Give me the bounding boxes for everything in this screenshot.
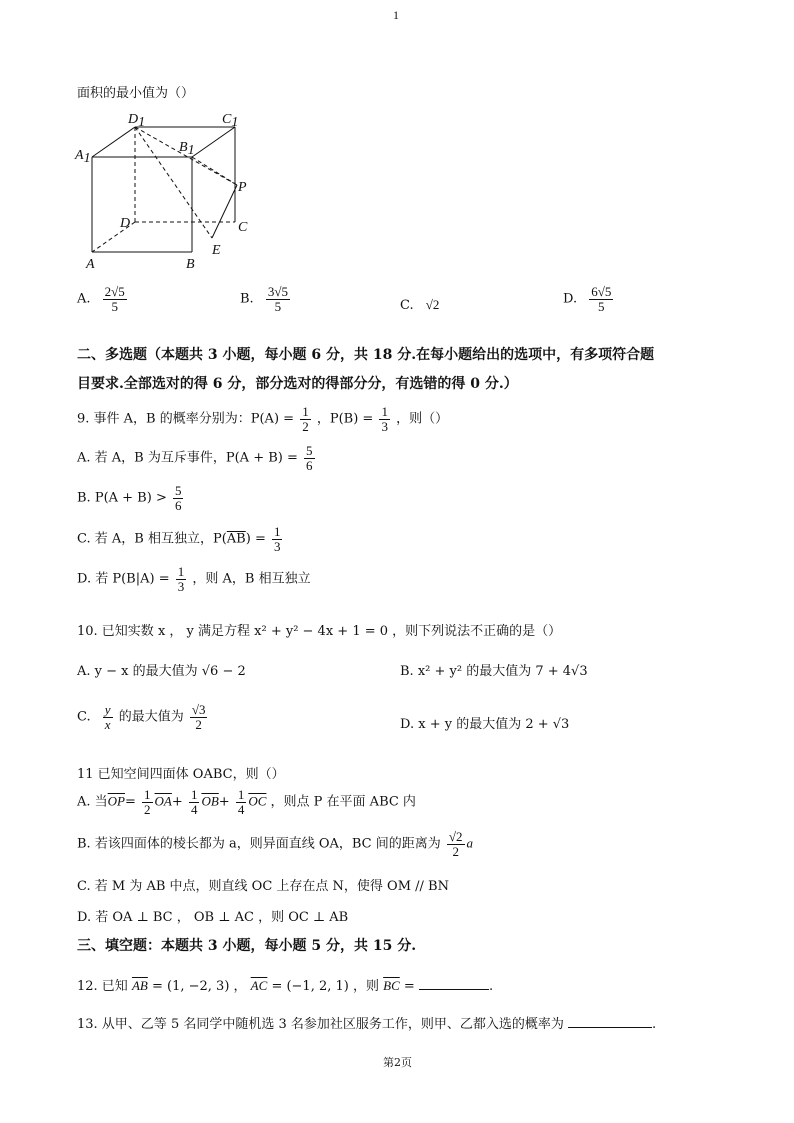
q10-option-b: B. x² + y² 的最大值为 7 + 4√3 — [400, 664, 588, 679]
q8-option-d: D. $\frac{6√5}{5}$ — [563, 284, 612, 314]
q13-answer-blank[interactable] — [568, 1027, 652, 1028]
q11-option-d: D. 若 OA ⊥ BC ， OB ⊥ AC ，则 OC ⊥ AB — [77, 910, 349, 925]
q9-option-d: D. 若 P(B|A) = $\frac{1}{3}$ ，则 A，B 相互独立 — [77, 564, 311, 594]
label-d1: D1 — [128, 112, 146, 130]
q8-option-a: A. $\frac{2√5}{5}$ — [77, 284, 125, 314]
q11-option-a: A. 当$\overline{OP}=$ $\frac{1}{2}$ $\overline{OA}+$ $\frac{1}{4}$ $\overline{OB}+$ $\frac{1}{4}$ $\overline{OC}$ ，则点 P 在平面 ABC 内 — [77, 787, 416, 817]
q8-option-c: C. √2 — [400, 297, 440, 313]
cube-figure — [72, 105, 262, 275]
q9-option-b: B. P(A + B) > $\frac{5}{6}$ — [77, 483, 182, 513]
label-b: B — [186, 257, 195, 272]
q9-option-c: C. 若 A，B 相互独立，$P(\overline{AB})$ = $\frac{1}{3}$ — [77, 524, 281, 554]
label-a1: A1 — [75, 148, 91, 166]
label-e: E — [212, 243, 221, 258]
q12-text: 12. 已知 $\overline{AB} = (1$, −2, 3) ， $\overline{AC} = (-1$, 2, 1) ，则 $\overline{BC}$ = . — [77, 978, 494, 994]
footer-page-label: 第2页 — [383, 1056, 412, 1069]
label-c1: C1 — [222, 112, 239, 130]
q11-stem: 11 已知空间四面体 OABC，则（） — [77, 767, 285, 782]
section3-heading: 三、填空题：本题共 3 小题，每小题 5 分，共 15 分. — [77, 938, 417, 954]
label-c: C — [238, 220, 248, 235]
q12-answer-blank[interactable] — [419, 989, 489, 990]
q11-option-b: B. 若该四面体的棱长都为 a，则异面直线 OA，BC 间的距离为 $\frac{√2}{2}$ a — [77, 829, 474, 859]
q8-stem-tail: 面积的最小值为（） — [77, 86, 195, 101]
q10-option-c: C. $\frac{y}{x}$ 的最大值为 $\frac{√3}{2}$ — [77, 702, 206, 732]
q8-option-b: B. $\frac{3√5}{5}$ — [240, 284, 288, 314]
top-page-number: 1 — [393, 8, 399, 22]
label-p: P — [238, 180, 247, 195]
q9-option-a: A. 若 A，B 为互斥事件，P(A + B) = $\frac{5}{6}$ — [77, 443, 313, 473]
q10-stem: 10. 已知实数 x ， y 满足方程 x² + y² − 4x + 1 = 0 ，则下列说法不正确的是（） — [77, 624, 562, 639]
q10-option-d: D. x + y 的最大值为 2 + √3 — [400, 717, 570, 732]
q11-option-c: C. 若 M 为 AB 中点，则直线 OC 上存在点 N，使得 OM // BN — [77, 879, 449, 894]
section2-heading-line2: 目要求.全部选对的得 6 分，部分选对的得部分分，有选错的得 0 分.） — [77, 376, 518, 392]
label-a: A — [86, 257, 95, 272]
section2-heading-line1: 二、多选题（本题共 3 小题，每小题 6 分，共 18 分.在每小题给出的选项中，有多项符合题 — [77, 347, 655, 363]
label-b1: B1 — [179, 140, 195, 158]
q10-option-a: A. y − x 的最大值为 √6 − 2 — [77, 664, 246, 679]
q13-text: 13. 从甲、乙等 5 名同学中随机选 3 名参加社区服务工作，则甲、乙都入选的概率为 . — [77, 1017, 657, 1032]
label-d: D — [120, 216, 131, 231]
q9-stem: 9. 事件 A，B 的概率分别为：P(A) = $\frac{1}{2}$ ，P(B) = $\frac{1}{3}$ ，则（） — [77, 404, 449, 434]
